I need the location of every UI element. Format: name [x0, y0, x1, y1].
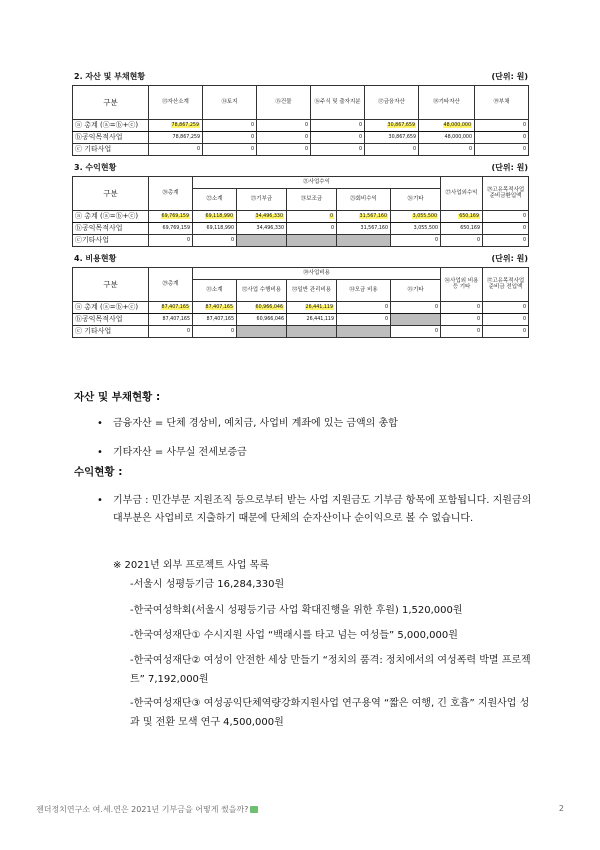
footer — [36, 804, 258, 815]
table-cell: 78,867,259 — [149, 132, 203, 144]
table-cell: 0 — [149, 326, 193, 338]
row-label: ⓐ 총계 (ⓐ=ⓑ+ⓒ) — [73, 211, 149, 223]
project-item: -한국여성재단③ 여성공익단체역량강화지원사업 연구용역 “짧은 여행, 긴 호흡” 지원사업 성과 및 전환 모색 연구 4,500,000원 — [130, 698, 530, 728]
col-header: ㉘고유목적사업준비금환입액 — [483, 177, 529, 211]
unit-label: (단위: 원) — [491, 254, 528, 263]
table-header-row — [73, 268, 529, 280]
unit-label: (단위: 원) — [491, 163, 528, 172]
table-cell: 0 — [483, 211, 529, 223]
table-cell: 0 — [441, 326, 483, 338]
row-label: ⓒ기타사업 — [73, 235, 149, 247]
col-header: ㉒소계 — [193, 189, 237, 211]
col-header: ㉟기타 — [391, 280, 441, 302]
disabled-cell — [237, 235, 287, 247]
table-cell: 0 — [257, 132, 311, 144]
table-cell: 60,966,046 — [237, 314, 287, 326]
table-row — [73, 302, 529, 314]
table-cell: 0 — [483, 326, 529, 338]
assets-table — [72, 85, 529, 156]
table-cell: 0 — [441, 235, 483, 247]
table-cell: 0 — [203, 132, 257, 144]
table-header-row — [73, 86, 529, 120]
highlighted-value: 69,118,990 — [205, 213, 233, 219]
table-cell: 0 — [257, 120, 311, 132]
highlighted-value: 3,055,500 — [412, 213, 438, 219]
row-label: ⓒ 기타사업 — [73, 326, 149, 338]
table-cell: 0 — [365, 144, 419, 156]
table-cell: 0 — [311, 132, 365, 144]
table-cell: 0 — [287, 223, 337, 235]
table-cell: 0 — [475, 120, 529, 132]
col-header: ㉞모금 비용 — [337, 280, 391, 302]
table-cell — [193, 211, 237, 223]
table-cell — [419, 120, 475, 132]
section-expense-header — [74, 252, 528, 266]
col-group-header: ㉚사업비용 — [193, 268, 441, 280]
table-cell: 0 — [193, 326, 237, 338]
table-cell: 0 — [391, 326, 441, 338]
table-cell: 0 — [337, 302, 391, 314]
col-header: ㉜사업 수행비용 — [237, 280, 287, 302]
table-cell — [365, 120, 419, 132]
bullet-dot-icon: • — [97, 418, 103, 429]
highlighted-value: 87,407,165 — [205, 304, 233, 310]
table-cell — [149, 302, 193, 314]
row-label: ⓑ공익목적사업 — [73, 314, 149, 326]
table-cell: 87,407,165 — [149, 314, 193, 326]
col-header: ⑳총계 — [149, 177, 193, 211]
table-row — [73, 235, 529, 247]
highlighted-value: 0 — [329, 213, 333, 219]
table-cell: 0 — [441, 314, 483, 326]
table-row — [73, 223, 529, 235]
project-item: -한국여성학회(서울시 성평등기금 사업 확대진행을 위한 후원) 1,520,000원 — [130, 605, 463, 616]
expense-table — [72, 267, 529, 338]
footer-text: 젠더정치연구소 여.세.연은 2021년 기부금을 어떻게 썼을까? — [36, 805, 249, 814]
highlighted-value: 78,867,259 — [171, 122, 199, 128]
table-cell: 0 — [311, 120, 365, 132]
asset-bullet-2: 기타자산 = 사무실 전세보증금 — [113, 447, 247, 458]
disabled-cell — [391, 314, 441, 326]
table-row — [73, 144, 529, 156]
col-header: ⑭토지 — [203, 86, 257, 120]
col-header: ㉛소계 — [193, 280, 237, 302]
table-cell — [149, 211, 193, 223]
col-header: ⑲부채 — [475, 86, 529, 120]
section-assets-header — [74, 70, 528, 84]
table-cell — [287, 302, 337, 314]
table-header-row — [73, 177, 529, 189]
project-list-note: ※ 2021년 외부 프로젝트 사업 목록 — [113, 560, 269, 571]
row-label: ⓑ공익목적사업 — [73, 132, 149, 144]
table-cell — [237, 211, 287, 223]
table-cell: 0 — [193, 235, 237, 247]
table-cell: 0 — [475, 144, 529, 156]
table-cell: 0 — [441, 302, 483, 314]
table-cell — [287, 211, 337, 223]
col-header: ㊲고유목적사업준비금 전입액 — [483, 268, 529, 302]
table-cell: 31,567,160 — [337, 223, 391, 235]
table-cell: 0 — [149, 235, 193, 247]
table-cell: 0 — [483, 223, 529, 235]
highlighted-value: 31,567,160 — [359, 213, 387, 219]
page-number: 2 — [558, 804, 564, 813]
project-item: -한국여성재단② 여성이 안전한 세상 만들기 “정치의 품격: 정치에서의 여성폭력 박멸 프로젝트” 7,192,000원 — [130, 655, 531, 685]
table-row — [73, 132, 529, 144]
project-item: -한국여성재단① 수시지원 사업 “백래시를 타고 넘는 여성들” 5,000,000원 — [130, 630, 458, 641]
disabled-cell — [337, 326, 391, 338]
row-label: ⓒ 기타사업 — [73, 144, 149, 156]
disabled-cell — [287, 326, 337, 338]
table-cell: 0 — [257, 144, 311, 156]
bullet-dot-icon: • — [97, 447, 103, 458]
table-cell: 3,055,500 — [391, 223, 441, 235]
table-cell: 26,441,119 — [287, 314, 337, 326]
table-cell: 0 — [483, 235, 529, 247]
table-cell — [193, 302, 237, 314]
bullet-dot-icon: • — [97, 495, 103, 506]
section-title: 3. 수익현황 — [74, 163, 117, 172]
col-header: 구분 — [73, 86, 149, 120]
col-header: 구분 — [73, 177, 149, 211]
col-header: ㊱사업외 비용 등 기타 — [441, 268, 483, 302]
col-header: ㉖기타 — [391, 189, 441, 211]
table-cell: 0 — [203, 144, 257, 156]
table-cell: 0 — [419, 144, 475, 156]
col-header: 구분 — [73, 268, 149, 302]
unit-label: (단위: 원) — [491, 72, 528, 81]
section-income-header — [74, 161, 528, 175]
table-row — [73, 326, 529, 338]
highlighted-value: 34,496,330 — [255, 213, 283, 219]
table-cell: 650,169 — [441, 223, 483, 235]
income-heading: 수익현황 : — [74, 466, 123, 478]
col-header: ㉙총계 — [149, 268, 193, 302]
table-cell: 0 — [203, 120, 257, 132]
section-title: 4. 비용현황 — [74, 254, 117, 263]
income-table — [72, 176, 529, 247]
disabled-cell — [287, 235, 337, 247]
table-cell — [237, 302, 287, 314]
row-label: ⓐ 총계 (ⓐ=ⓑ+ⓒ) — [73, 120, 149, 132]
highlighted-value: 48,000,000 — [443, 122, 471, 128]
table-cell: 0 — [149, 144, 203, 156]
table-cell: 0 — [391, 235, 441, 247]
section-title: 2. 자산 및 부채현황 — [74, 72, 146, 81]
highlighted-value: 26,441,119 — [305, 304, 333, 310]
table-cell: 0 — [337, 314, 391, 326]
table-cell: 0 — [475, 132, 529, 144]
asset-bullet-1: 금융자산 = 단체 경상비, 예치금, 사업비 계좌에 있는 금액의 총합 — [113, 418, 398, 429]
col-header: ⑯주식 및 출자지분 — [311, 86, 365, 120]
col-header: ⑱기타자산 — [419, 86, 475, 120]
book-icon — [250, 806, 258, 813]
table-cell: 87,407,165 — [193, 314, 237, 326]
highlighted-value: 30,867,659 — [387, 122, 415, 128]
highlighted-value: 650,169 — [459, 213, 480, 219]
col-header: ⑰금융자산 — [365, 86, 419, 120]
table-cell: 0 — [391, 302, 441, 314]
table-row — [73, 211, 529, 223]
table-cell: 30,867,659 — [365, 132, 419, 144]
table-cell — [337, 211, 391, 223]
highlighted-value: 69,769,159 — [161, 213, 189, 219]
highlighted-value: 60,966,046 — [255, 304, 283, 310]
table-cell: 34,496,330 — [237, 223, 287, 235]
col-header: ㉕회비수익 — [337, 189, 391, 211]
table-cell — [441, 211, 483, 223]
table-cell — [391, 211, 441, 223]
table-row — [73, 120, 529, 132]
table-cell: 0 — [483, 302, 529, 314]
disabled-cell — [337, 235, 391, 247]
table-row — [73, 314, 529, 326]
project-item: -서울시 성평등기금 16,284,330원 — [130, 579, 285, 590]
table-cell: 69,118,990 — [193, 223, 237, 235]
assets-heading: 자산 및 부채현황 : — [74, 391, 161, 403]
highlighted-value: 87,407,165 — [161, 304, 189, 310]
table-cell: 69,769,159 — [149, 223, 193, 235]
col-header: ⑬자산소계 — [149, 86, 203, 120]
col-group-header: ㉑사업수익 — [193, 177, 441, 189]
table-cell: 0 — [483, 314, 529, 326]
table-cell — [149, 120, 203, 132]
col-header: ⑮건물 — [257, 86, 311, 120]
col-header: ㉝일반 관리비용 — [287, 280, 337, 302]
row-label: ⓐ 총계 (ⓐ=ⓑ+ⓒ) — [73, 302, 149, 314]
disabled-cell — [237, 326, 287, 338]
table-cell: 48,000,000 — [419, 132, 475, 144]
table-cell: 0 — [311, 144, 365, 156]
col-header: ㉔보조금 — [287, 189, 337, 211]
row-label: ⓑ공익목적사업 — [73, 223, 149, 235]
col-header: ㉗사업외수익 — [441, 177, 483, 211]
income-bullet-1: 기부금 : 민간부문 지원조직 등으로부터 받는 사업 지원금도 기부금 항목에 포함됩니다. 지원금의 대부분은 사업비로 지출하기 때문에 단체의 순자산이나 순이익으로 볼 수 없습니다. — [113, 495, 532, 524]
col-header: ㉓기부금 — [237, 189, 287, 211]
